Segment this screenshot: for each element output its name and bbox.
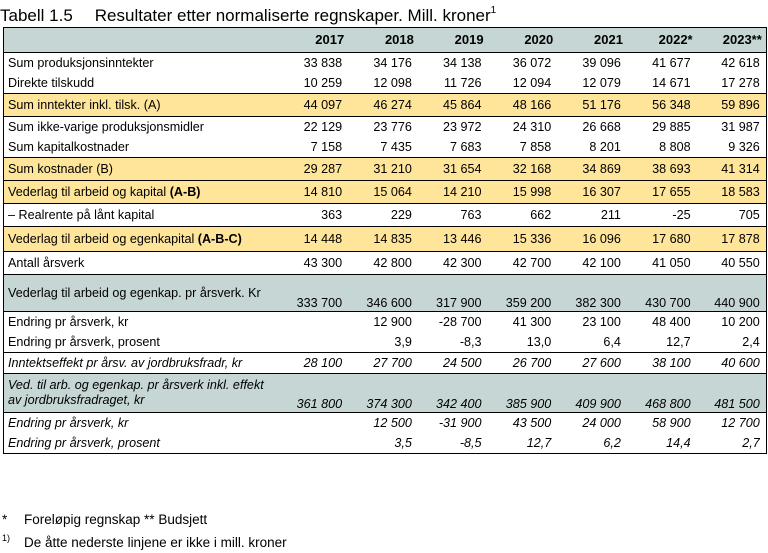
year-header: 2017 (279, 28, 349, 53)
row-label-text: Sum inntekter inkl. tilsk. (A) (8, 98, 161, 112)
value-cell: 363 (279, 204, 349, 227)
table-row (4, 158, 767, 181)
value-cell: 17 878 (697, 227, 767, 252)
value-cell: 11 726 (418, 73, 488, 94)
value-cell: 32 168 (488, 158, 558, 181)
row-label (4, 73, 279, 94)
value-cell: 468 800 (627, 374, 697, 413)
row-label (4, 374, 279, 413)
value-cell: 56 348 (627, 94, 697, 117)
value-cell: 12 700 (697, 413, 767, 434)
value-cell: 229 (348, 204, 418, 227)
value-cell: 14 448 (279, 227, 349, 252)
row-label (4, 413, 279, 434)
value-cell: -8,3 (418, 332, 488, 353)
row-label (4, 204, 279, 227)
row-label (4, 158, 279, 181)
value-cell: 41 050 (627, 252, 697, 275)
year-header: 2023** (697, 28, 767, 53)
year-header: 2021 (557, 28, 627, 53)
value-cell: 8 201 (557, 137, 627, 158)
value-cell: 342 400 (418, 374, 488, 413)
row-label-text: Antall årsverk (8, 256, 85, 270)
value-cell: 23 776 (348, 117, 418, 138)
value-cell: 8 808 (627, 137, 697, 158)
table-row (4, 275, 767, 312)
value-cell: 26 668 (557, 117, 627, 138)
row-label (4, 252, 279, 275)
table-row (4, 117, 767, 138)
value-cell: 42 700 (488, 252, 558, 275)
value-cell: 23 972 (418, 117, 488, 138)
table-caption (95, 0, 496, 27)
table-row (4, 204, 767, 227)
table-row (4, 227, 767, 252)
value-cell: 22 129 (279, 117, 349, 138)
value-cell: 42 800 (348, 252, 418, 275)
value-cell: 12 500 (348, 413, 418, 434)
row-label-text: Sum kapitalkostnader (8, 140, 130, 154)
table-row (4, 374, 767, 413)
value-cell: 34 869 (557, 158, 627, 181)
value-cell: 12 079 (557, 73, 627, 94)
value-cell: 40 550 (697, 252, 767, 275)
value-cell: 14,4 (627, 433, 697, 454)
table-row (4, 73, 767, 94)
value-cell: 7 858 (488, 137, 558, 158)
value-cell: 38 693 (627, 158, 697, 181)
row-label-text: Vederlag til arbeid og kapital (8, 185, 167, 199)
value-cell: 16 307 (557, 181, 627, 204)
results-table (3, 27, 767, 454)
value-cell: 17 278 (697, 73, 767, 94)
value-cell: 40 600 (697, 353, 767, 374)
year-header: 2022* (627, 28, 697, 53)
table-row (4, 137, 767, 158)
row-label-text: Ved. til arb. og egenkap. pr årsverk inkl. effekt av jordbruksfradraget, kr (8, 378, 264, 407)
value-cell: 58 900 (627, 413, 697, 434)
value-cell: 59 896 (697, 94, 767, 117)
value-cell: 374 300 (348, 374, 418, 413)
value-cell: 15 998 (488, 181, 558, 204)
value-cell: 3,9 (348, 332, 418, 353)
value-cell: 12,7 (488, 433, 558, 454)
value-cell: 211 (557, 204, 627, 227)
value-cell: 7 435 (348, 137, 418, 158)
value-cell: -28 700 (418, 312, 488, 333)
footnote-text: De åtte nederste linjene er ikke i mill. kroner (24, 535, 287, 550)
row-label (4, 94, 279, 117)
row-label (4, 227, 279, 252)
value-cell: 13 446 (418, 227, 488, 252)
value-cell: 48 400 (627, 312, 697, 333)
value-cell: 763 (418, 204, 488, 227)
value-cell: 16 096 (557, 227, 627, 252)
value-cell: 9 326 (697, 137, 767, 158)
value-cell: 46 274 (348, 94, 418, 117)
value-cell: 24 500 (418, 353, 488, 374)
value-cell: 23 100 (557, 312, 627, 333)
table-row (4, 181, 767, 204)
value-cell: 3,5 (348, 433, 418, 454)
value-cell: 15 064 (348, 181, 418, 204)
value-cell: 14 671 (627, 73, 697, 94)
value-cell: 42 300 (418, 252, 488, 275)
row-label-text: Vederlag til arbeid og egenkapital (8, 232, 195, 246)
table-row (4, 332, 767, 353)
value-cell: 39 096 (557, 53, 627, 74)
value-cell: 24 310 (488, 117, 558, 138)
row-label (4, 53, 279, 74)
value-cell: 38 100 (627, 353, 697, 374)
value-cell: 18 583 (697, 181, 767, 204)
footnote-mark: * (2, 512, 8, 527)
value-cell: 2,4 (697, 332, 767, 353)
row-label (4, 332, 279, 353)
value-cell: 409 900 (557, 374, 627, 413)
value-cell: 26 700 (488, 353, 558, 374)
value-cell: 29 287 (279, 158, 349, 181)
table-title (0, 0, 768, 25)
year-header: 2018 (348, 28, 418, 53)
value-cell: 359 200 (488, 275, 558, 312)
value-cell (279, 433, 349, 454)
value-cell: 430 700 (627, 275, 697, 312)
value-cell: 12 098 (348, 73, 418, 94)
value-cell: 43 300 (279, 252, 349, 275)
value-cell: 41 314 (697, 158, 767, 181)
value-cell: 34 176 (348, 53, 418, 74)
value-cell: 48 166 (488, 94, 558, 117)
value-cell: 662 (488, 204, 558, 227)
value-cell: 27 600 (557, 353, 627, 374)
value-cell: -25 (627, 204, 697, 227)
value-cell: 29 885 (627, 117, 697, 138)
value-cell: 28 100 (279, 353, 349, 374)
value-cell: 33 838 (279, 53, 349, 74)
row-label (4, 312, 279, 333)
footnote-1 (2, 512, 207, 527)
table-number: Tabell 1.5 (0, 6, 73, 25)
row-label (4, 275, 279, 312)
value-cell: 12 094 (488, 73, 558, 94)
value-cell: 15 336 (488, 227, 558, 252)
value-cell: 481 500 (697, 374, 767, 413)
value-cell: 31 654 (418, 158, 488, 181)
value-cell: 44 097 (279, 94, 349, 117)
value-cell: 27 700 (348, 353, 418, 374)
table-row (4, 94, 767, 117)
value-cell: 10 259 (279, 73, 349, 94)
row-label-text: Endring pr årsverk, prosent (8, 335, 160, 349)
value-cell: 14 810 (279, 181, 349, 204)
value-cell: 42 618 (697, 53, 767, 74)
value-cell: 42 100 (557, 252, 627, 275)
row-label (4, 433, 279, 454)
table-row (4, 353, 767, 374)
row-label (4, 117, 279, 138)
value-cell: 382 300 (557, 275, 627, 312)
row-label-text: Endring pr årsverk, kr (8, 416, 129, 430)
value-cell (279, 312, 349, 333)
value-cell: 7 683 (418, 137, 488, 158)
value-cell: 31 210 (348, 158, 418, 181)
value-cell: 14 835 (348, 227, 418, 252)
value-cell: 440 900 (697, 275, 767, 312)
table-row (4, 433, 767, 454)
year-header: 2019 (418, 28, 488, 53)
row-label-text: Inntektseffekt pr årsv. av jordbruksfradr, kr (8, 356, 243, 370)
table-row (4, 312, 767, 333)
row-label (4, 353, 279, 374)
row-label (4, 137, 279, 158)
footnote-2 (2, 533, 287, 550)
row-label-formula: (A-B) (169, 185, 201, 199)
row-label-text: – Realrente på lånt kapital (8, 208, 155, 222)
row-label-text: Sum produksjonsinntekter (8, 56, 154, 70)
value-cell: 6,2 (557, 433, 627, 454)
footnote-text: Foreløpig regnskap ** Budsjett (24, 512, 208, 527)
value-cell: 12,7 (627, 332, 697, 353)
header-blank (4, 28, 279, 53)
value-cell: -31 900 (418, 413, 488, 434)
table-row (4, 53, 767, 74)
table-row (4, 413, 767, 434)
row-label-text: Vederlag til arbeid og egenkap. pr årsverk. Kr (8, 285, 261, 300)
value-cell: -8,5 (418, 433, 488, 454)
value-cell: 361 800 (279, 374, 349, 413)
value-cell: 2,7 (697, 433, 767, 454)
value-cell: 34 138 (418, 53, 488, 74)
value-cell: 45 864 (418, 94, 488, 117)
value-cell: 41 677 (627, 53, 697, 74)
value-cell: 7 158 (279, 137, 349, 158)
title-footnote-ref: 1 (490, 5, 497, 16)
row-label (4, 181, 279, 204)
footnote-mark: 1) (2, 533, 11, 543)
value-cell: 51 176 (557, 94, 627, 117)
value-cell: 31 987 (697, 117, 767, 138)
value-cell: 6,4 (557, 332, 627, 353)
value-cell: 13,0 (488, 332, 558, 353)
year-header: 2020 (488, 28, 558, 53)
row-label-text: Sum ikke-varige produksjonsmidler (8, 120, 204, 134)
value-cell: 317 900 (418, 275, 488, 312)
value-cell: 24 000 (557, 413, 627, 434)
value-cell: 12 900 (348, 312, 418, 333)
value-cell: 346 600 (348, 275, 418, 312)
value-cell: 705 (697, 204, 767, 227)
header-row (4, 28, 767, 53)
row-label-formula: (A-B-C) (197, 232, 242, 246)
value-cell (279, 332, 349, 353)
value-cell: 17 680 (627, 227, 697, 252)
table-caption-text: Resultater etter normaliserte regnskaper. Mill. kroner (94, 6, 491, 25)
row-label-text: Sum kostnader (B) (8, 162, 113, 176)
value-cell (279, 413, 349, 434)
value-cell: 333 700 (279, 275, 349, 312)
value-cell: 17 655 (627, 181, 697, 204)
row-label-text: Direkte tilskudd (8, 76, 95, 90)
value-cell: 41 300 (488, 312, 558, 333)
value-cell: 385 900 (488, 374, 558, 413)
table-row (4, 252, 767, 275)
row-label-text: Endring pr årsverk, kr (8, 315, 129, 329)
value-cell: 10 200 (697, 312, 767, 333)
row-label-text: Endring pr årsverk, prosent (8, 436, 160, 450)
value-cell: 43 500 (488, 413, 558, 434)
value-cell: 36 072 (488, 53, 558, 74)
value-cell: 14 210 (418, 181, 488, 204)
